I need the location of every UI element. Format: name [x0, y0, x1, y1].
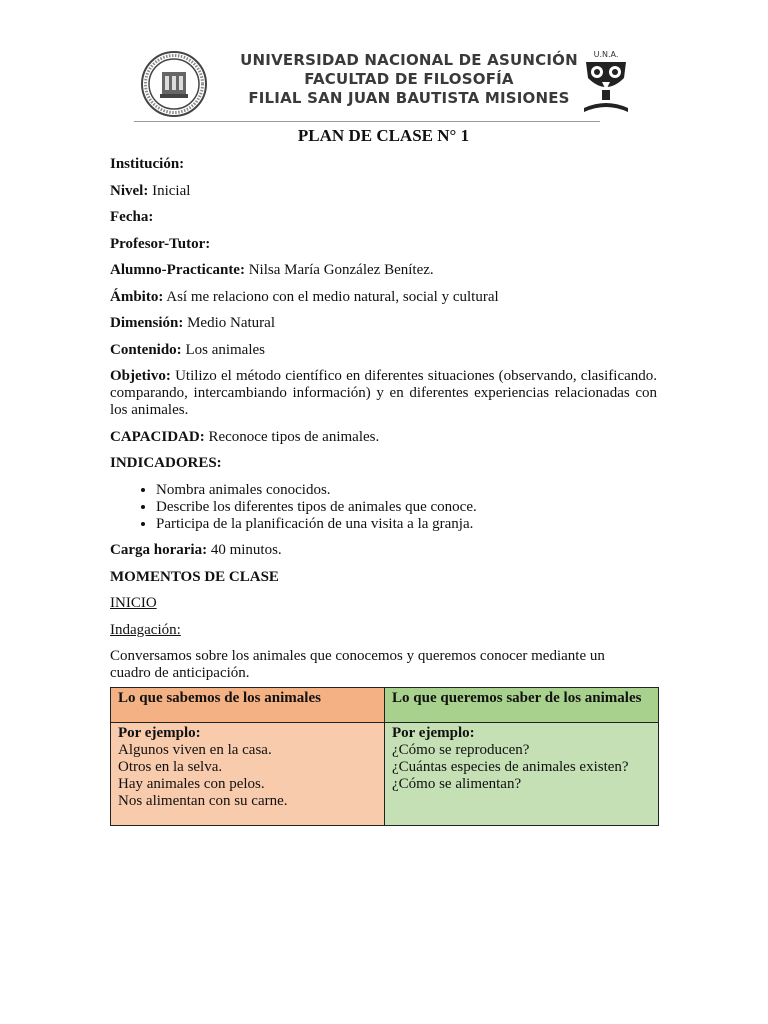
field-value: 40 minutos.	[210, 542, 282, 558]
header-divider	[134, 121, 600, 122]
cell-line: Algunos viven en la casa.	[118, 742, 272, 758]
inicio-heading: INICIO	[110, 595, 157, 611]
header-line-3: FILIAL SAN JUAN BAUTISTA MISIONES	[248, 89, 570, 107]
field-label: Profesor-Tutor:	[110, 235, 211, 252]
field-label: Objetivo:	[110, 368, 171, 384]
field-ambito	[110, 289, 657, 306]
momentos-text: Conversamos sobre los animales que conocemos y queremos conocer mediante un cuadro de anticipación.	[110, 648, 605, 681]
field-label: Alumno-Practicante:	[110, 262, 245, 278]
university-name	[194, 51, 624, 108]
table-header-cell: Lo que sabemos de los animales	[111, 688, 385, 723]
field-profesor	[110, 236, 657, 253]
field-carga	[110, 542, 657, 559]
momentos-heading	[110, 569, 657, 586]
table-cell	[111, 723, 385, 826]
una-owl-logo-icon	[580, 48, 632, 114]
indagacion-heading: Indagación:	[110, 621, 181, 638]
field-label: Nivel:	[110, 182, 149, 199]
field-label: Dimensión:	[110, 315, 184, 331]
cell-line: ¿Cómo se alimentan?	[392, 776, 522, 792]
cell-line: Nos alimentan con su carne.	[118, 793, 288, 809]
header-line-1: UNIVERSIDAD NACIONAL DE ASUNCIÓN	[240, 51, 578, 69]
field-value: Así me relaciono con el medio natural, social y cultural	[166, 288, 499, 305]
field-value: Los animales	[185, 341, 266, 358]
field-value: Nilsa María González Benítez.	[248, 262, 434, 278]
letterhead	[134, 46, 634, 122]
field-label: INDICADORES:	[110, 455, 222, 471]
field-label: Carga horaria:	[110, 542, 208, 558]
list-item: • Nombra animales conocidos.	[156, 482, 657, 499]
field-indicadores	[110, 455, 657, 472]
header-line-2: FACULTAD DE FILOSOFÍA	[304, 70, 514, 88]
document-title: PLAN DE CLASE N° 1	[297, 126, 470, 145]
field-fecha	[110, 209, 657, 226]
indicadores-list	[110, 482, 657, 533]
cell-intro: Por ejemplo:	[118, 725, 201, 741]
table-header-row	[111, 688, 659, 723]
cell-line: ¿Cuántas especies de animales existen?	[392, 759, 629, 775]
cell-line: Hay animales con pelos.	[118, 776, 265, 792]
field-nivel	[110, 183, 657, 200]
list-item: • Participa de la planificación de una visita a la granja.	[156, 516, 657, 533]
field-contenido	[110, 342, 657, 359]
cell-line: Otros en la selva.	[118, 759, 223, 775]
anticipation-table	[110, 687, 659, 826]
section-heading: MOMENTOS DE CLASE	[110, 568, 279, 585]
field-value: Medio Natural	[187, 315, 275, 331]
field-dimension	[110, 315, 657, 332]
document-body	[110, 156, 657, 826]
cell-line: ¿Cómo se reproducen?	[392, 742, 530, 758]
field-label: Contenido:	[110, 341, 182, 358]
table-row	[111, 723, 659, 826]
list-item: • Describe los diferentes tipos de animales que conoce.	[156, 499, 657, 516]
field-value: Inicial	[152, 182, 191, 199]
logo-text: U.N.A.	[593, 50, 619, 59]
field-capacidad	[110, 429, 657, 446]
table-header-cell: Lo que queremos saber de los animales	[385, 688, 659, 723]
field-label: Ámbito:	[110, 288, 164, 305]
field-objetivo	[110, 368, 657, 419]
table-cell	[385, 723, 659, 826]
field-value: Reconoce tipos de animales.	[208, 428, 380, 445]
cell-intro: Por ejemplo:	[392, 725, 475, 741]
field-label: Fecha:	[110, 209, 154, 225]
field-label: CAPACIDAD:	[110, 428, 205, 445]
field-label: Institución:	[110, 156, 185, 172]
field-alumno	[110, 262, 657, 279]
field-value: Utilizo el método científico en diferentes situaciones (observando, clasificando. comparando, intercambiando información) y en diferentes experiencias relacionadas con los animales.	[110, 368, 658, 418]
field-institucion	[110, 156, 657, 173]
